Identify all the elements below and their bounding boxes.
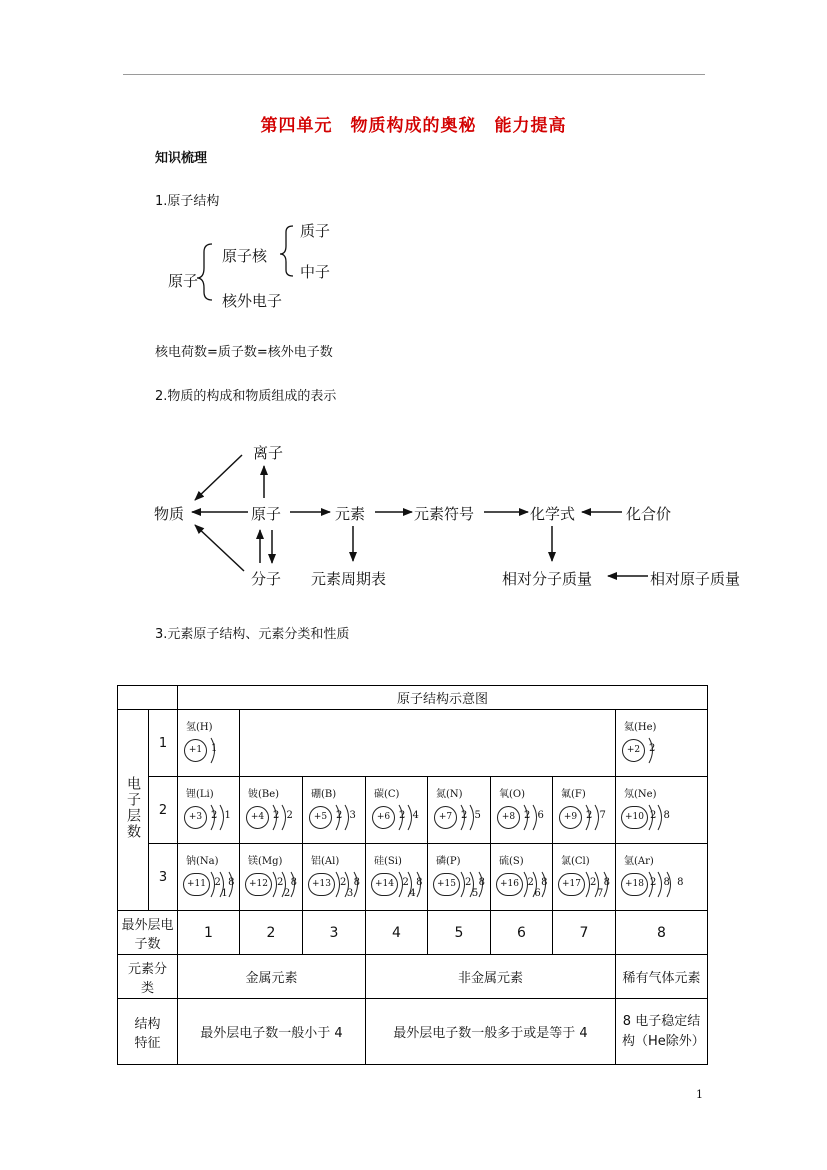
- element-name: 硅(Si): [374, 856, 402, 867]
- node-element-symbol: 元素符号: [414, 505, 475, 523]
- shell-electrons: 2 8 6: [527, 877, 550, 899]
- nucleus-label: 原子核: [222, 247, 268, 265]
- nucleus-charge: +4: [246, 806, 269, 829]
- nucleus-charge: +5: [309, 806, 332, 829]
- element-name: 氖(Ne): [624, 789, 657, 800]
- neutron-label: 中子: [300, 263, 331, 281]
- element-name: 氯(Cl): [561, 856, 590, 867]
- element-cell: [178, 777, 240, 844]
- feature-noble-gas: 8 电子稳定结构（He除外）: [616, 999, 708, 1065]
- nucleus-charge: +14: [371, 873, 398, 896]
- outer-value: 3: [303, 911, 366, 955]
- outer-electron-label: 最外层电子数: [118, 911, 178, 955]
- element-cell: [240, 844, 303, 911]
- node-relative-atomic-mass: 相对原子质量: [650, 570, 741, 588]
- s1-formula: 核电荷数=质子数=核外电子数: [155, 345, 333, 360]
- page-title: 第四单元 物质构成的奥秘 能力提高: [260, 116, 567, 136]
- node-ion: 离子: [253, 444, 284, 462]
- shell-electrons: 2 8 2: [277, 877, 299, 899]
- element-name: 锂(Li): [186, 789, 214, 800]
- element-cell: [178, 710, 240, 777]
- header-corner: [118, 686, 178, 710]
- nucleus-charge: +11: [183, 873, 210, 896]
- table-header: 原子结构示意图: [178, 686, 708, 710]
- shell-electrons: 2 8 3: [340, 877, 362, 899]
- proton-label: 质子: [300, 222, 331, 240]
- atom-label: 原子: [168, 272, 199, 290]
- nucleus-charge: +1: [184, 739, 207, 762]
- nucleus-charge: +2: [622, 739, 645, 762]
- page-number: 1: [696, 1088, 703, 1101]
- shell-electrons: 2 1: [211, 810, 233, 821]
- nucleus-charge: +13: [308, 873, 335, 896]
- element-name: 铝(Al): [311, 856, 340, 867]
- shell-electrons: 2 2: [273, 810, 295, 821]
- period-2: 2: [149, 777, 178, 844]
- shell-electrons: 2: [649, 743, 658, 754]
- shell-electrons: 2 8 8: [650, 877, 686, 888]
- class-nonmetal: 非金属元素: [366, 955, 616, 999]
- shell-electrons: 2 8 5: [465, 877, 487, 899]
- nucleus-charge: +9: [559, 806, 582, 829]
- element-cell: [553, 777, 616, 844]
- node-element: 元素: [335, 505, 366, 523]
- shell-electrons: 2 4: [399, 810, 421, 821]
- header-rule: [123, 74, 705, 75]
- node-atom: 原子: [251, 505, 282, 523]
- shell-electrons: 2 6: [524, 810, 546, 821]
- element-table: [117, 685, 708, 1065]
- shell-electrons: 2 8 7: [590, 877, 612, 899]
- feature-label: 结构特征: [118, 999, 178, 1065]
- period-group-label: 电子层数: [118, 710, 149, 911]
- outer-value: 5: [428, 911, 491, 955]
- element-name: 硫(S): [499, 856, 524, 867]
- nucleus-charge: +15: [433, 873, 460, 896]
- electron-label: 核外电子: [222, 292, 283, 310]
- element-name: 碳(C): [374, 789, 400, 800]
- shell-electrons: 2 7: [586, 810, 608, 821]
- nucleus-charge: +12: [245, 873, 272, 896]
- shell-electrons: 2 8 1: [214, 877, 237, 899]
- period-1-gap: [240, 710, 616, 777]
- node-molecule: 分子: [251, 570, 282, 588]
- element-name: 氟(F): [561, 789, 586, 800]
- feature-nonmetal: 最外层电子数一般多于或是等于 4: [366, 999, 616, 1065]
- element-name: 氦(He): [624, 722, 657, 733]
- nucleus-charge: +17: [558, 873, 585, 896]
- element-cell: [491, 844, 553, 911]
- period-3: 3: [149, 844, 178, 911]
- s3-heading: 3.元素原子结构、元素分类和性质: [155, 627, 350, 642]
- node-matter: 物质: [154, 505, 185, 523]
- nucleus-charge: +8: [497, 806, 520, 829]
- outer-value: 7: [553, 911, 616, 955]
- element-cell: [616, 777, 708, 844]
- nucleus-charge: +3: [184, 806, 207, 829]
- shell-electrons: 2 8: [650, 810, 672, 821]
- shell-electrons: 2 8 4: [402, 877, 425, 899]
- s1-heading: 1.原子结构: [155, 194, 220, 209]
- element-name: 镁(Mg): [248, 856, 283, 867]
- element-name: 磷(P): [436, 856, 461, 867]
- shell-electrons: 1: [211, 743, 220, 754]
- element-name: 铍(Be): [248, 789, 280, 800]
- period-1: 1: [149, 710, 178, 777]
- feature-metal: 最外层电子数一般小于 4: [178, 999, 366, 1065]
- outer-value: 8: [616, 911, 708, 955]
- classification-label: 元素分类: [118, 955, 178, 999]
- node-periodic-table: 元素周期表: [311, 570, 387, 588]
- element-cell: [491, 777, 553, 844]
- element-cell: [178, 844, 240, 911]
- element-name: 硼(B): [311, 789, 337, 800]
- element-cell: [616, 844, 708, 911]
- element-name: 氢(H): [186, 722, 213, 733]
- node-valence: 化合价: [626, 505, 672, 523]
- element-cell: [616, 710, 708, 777]
- s2-heading: 2.物质的构成和物质组成的表示: [155, 389, 337, 404]
- node-relative-molecular-mass: 相对分子质量: [502, 570, 593, 588]
- nucleus-charge: +16: [496, 873, 523, 896]
- shell-electrons: 2 3: [336, 810, 358, 821]
- element-cell: [366, 777, 428, 844]
- class-noble-gas: 稀有气体元素: [616, 955, 708, 999]
- element-cell: [428, 777, 491, 844]
- nucleus-charge: +10: [621, 806, 648, 829]
- element-cell: [303, 777, 366, 844]
- nucleus-charge: +7: [434, 806, 457, 829]
- nucleus-charge: +18: [621, 873, 648, 896]
- outer-value: 4: [366, 911, 428, 955]
- element-cell: [553, 844, 616, 911]
- element-cell: [240, 777, 303, 844]
- outer-value: 2: [240, 911, 303, 955]
- element-name: 氩(Ar): [624, 856, 654, 867]
- nucleus-charge: +6: [372, 806, 395, 829]
- outer-value: 6: [491, 911, 553, 955]
- element-name: 氮(N): [436, 789, 463, 800]
- element-name: 钠(Na): [186, 856, 219, 867]
- shell-electrons: 2 5: [461, 810, 483, 821]
- class-metal: 金属元素: [178, 955, 366, 999]
- node-chemical-formula: 化学式: [530, 505, 576, 523]
- outer-value: 1: [178, 911, 240, 955]
- element-cell: [428, 844, 491, 911]
- section-heading: 知识梳理: [155, 151, 208, 166]
- element-cell: [303, 844, 366, 911]
- element-name: 氧(O): [499, 789, 526, 800]
- element-cell: [366, 844, 428, 911]
